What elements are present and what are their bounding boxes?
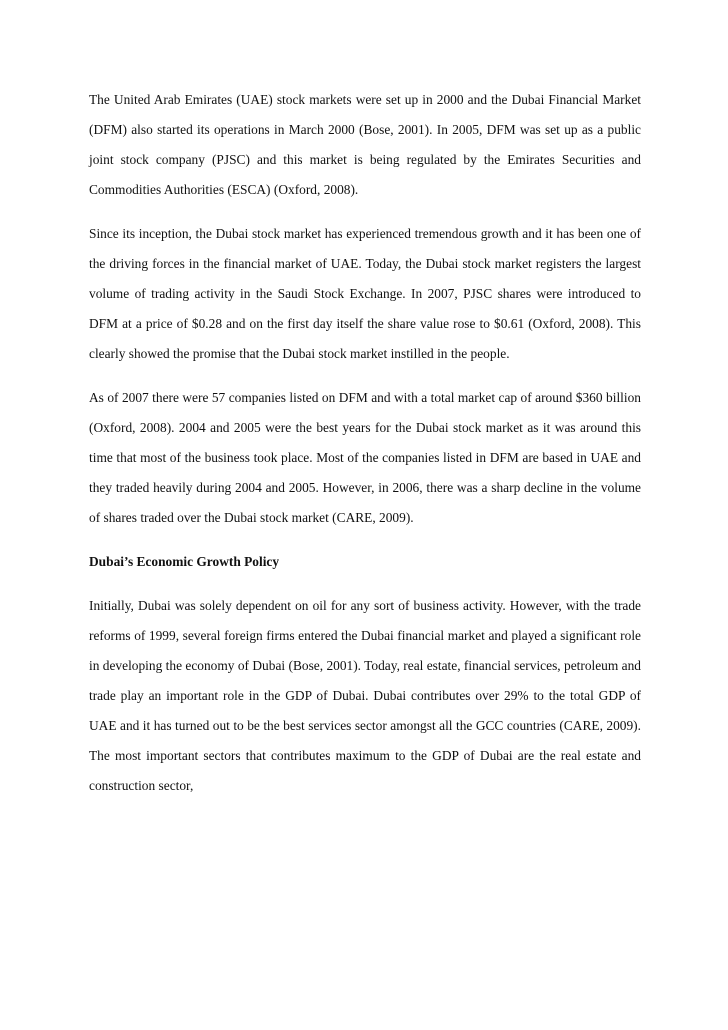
paragraph-uae-stock-markets: The United Arab Emirates (UAE) stock markets were set up in 2000 and the Dubai Financial Market (DFM) also started its operations in March 2000 (Bose, 2001). In 2005, DFM was set up as a public joint stock company (PJSC) and this market is being regulated by the Emirates Securities and Commodities Authorities (ESCA) (Oxford, 2008). bbox=[89, 92, 641, 197]
paragraph-gap bbox=[89, 577, 641, 591]
paragraph-gap bbox=[89, 533, 641, 547]
document-page bbox=[89, 85, 641, 801]
paragraph-dubai-growth: Since its inception, the Dubai stock market has experienced tremendous growth and it has been one of the driving forces in the financial market of UAE. Today, the Dubai stock market registers the largest volume of trading activity in the Saudi Stock Exchange. In 2007, PJSC shares were introduced to DFM at a price of $0.28 and on the first day itself the share value rose to $0.61 (Oxford, 2008). This clearly showed the promise that the Dubai stock market instilled in the people. bbox=[89, 226, 641, 361]
paragraph-economic-policy: Initially, Dubai was solely dependent on oil for any sort of business activity. However, with the trade reforms of 1999, several foreign firms entered the Dubai financial market and played a significant role in developing the economy of Dubai (Bose, 2001). Today, real estate, financial services, petroleum and trade play an important role in the GDP of Dubai. Dubai contributes over 29% to the total GDP of UAE and it has turned out to be the best services sector amongst all the GCC countries (CARE, 2009). The most important sectors that contributes maximum to the GDP of Dubai are the real estate and construction sector, bbox=[89, 598, 641, 793]
section-heading: Dubai’s Economic Growth Policy bbox=[89, 554, 280, 569]
paragraph-gap bbox=[89, 369, 641, 383]
paragraph-gap bbox=[89, 205, 641, 219]
paragraph-dfm-companies: As of 2007 there were 57 companies listed on DFM and with a total market cap of around $360 billion (Oxford, 2008). 2004 and 2005 were the best years for the Dubai stock market as it was around this time that most of the business took place. Most of the companies listed in DFM are based in UAE and they traded heavily during 2004 and 2005. However, in 2006, there was a sharp decline in the volume of shares traded over the Dubai stock market (CARE, 2009). bbox=[89, 390, 641, 525]
